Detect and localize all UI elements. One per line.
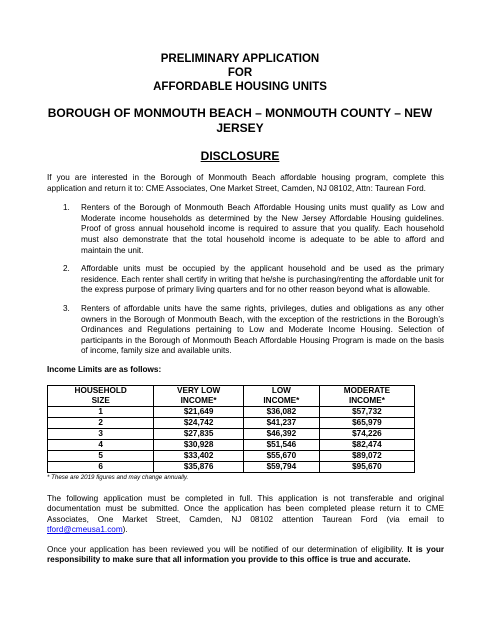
cell-low: $59,794 [243, 461, 319, 472]
rule-text: Affordable units must be occupied by the applicant household and be used as the primary residence. Each renter shall certify in writing that he/she is purchasing/renting the affordable unit for the express purpose of primary living quarters and for no other reason beyond what is allowable. [81, 264, 444, 295]
rule-number: 1. [63, 203, 70, 213]
cell-size: 6 [48, 461, 154, 472]
header-moderate-line2: INCOME* [348, 395, 385, 405]
header-household-line2: SIZE [91, 395, 110, 405]
title-line-3: AFFORDABLE HOUSING UNITS [153, 81, 327, 93]
header-very-low-income [154, 385, 244, 406]
cell-low: $51,546 [243, 439, 319, 450]
cell-moderate: $82,474 [319, 439, 414, 450]
cell-moderate: $95,670 [319, 461, 414, 472]
header-household-line1: HOUSEHOLD [74, 385, 127, 395]
cell-size: 5 [48, 450, 154, 461]
cell-very-low: $24,742 [154, 417, 244, 428]
table-row [48, 461, 415, 472]
header-very-low-line2: INCOME* [180, 395, 217, 405]
table-row [48, 417, 415, 428]
cell-very-low: $35,876 [154, 461, 244, 472]
email-link[interactable]: tford@cmeusa1.com [47, 525, 123, 535]
header-moderate-line1: MODERATE [343, 385, 391, 395]
income-limits-heading: Income Limits are as follows: [47, 364, 162, 374]
title-line-2: FOR [227, 67, 253, 79]
cell-very-low: $30,928 [154, 439, 244, 450]
rule-item [36, 264, 444, 296]
cell-low: $41,237 [243, 417, 319, 428]
header-very-low-line1: VERY LOW [177, 385, 221, 395]
cell-very-low: $21,649 [154, 406, 244, 417]
table-footnote: * These are 2019 figures and may change annually. [47, 473, 189, 481]
cell-moderate: $57,732 [319, 406, 414, 417]
completion-close: ). [122, 525, 128, 535]
table-row [48, 439, 415, 450]
responsibility-period: . [408, 555, 411, 565]
responsibility-notice: It is your responsibility to make sure that all information you provide to this office is true and accurate [47, 544, 445, 565]
rule-item [36, 203, 444, 256]
rule-number: 2. [63, 264, 70, 274]
eligibility-paragraph [47, 545, 444, 566]
header-moderate-income [319, 385, 414, 406]
completion-text: The following application must be completed in full. This application is not transferable and original documentation must be submitted. Once the application has been completed please return it to CME Associates, One Market Street, Camden, NJ 08102 attention Taurean Ford (via email to [47, 493, 444, 524]
header-low-line2: INCOME* [263, 395, 300, 405]
income-limits-table [47, 385, 415, 473]
rule-text: Renters of affordable units have the same rights, privileges, duties and obligations as any other owners in the Borough of Monmouth Beach, with the exception of the restrictions in the Borough’s Ordinances and Regulations pertaining to Low and Moderate Income Housing. Selection of participants in the Borough of Monmouth Beach Affordable Housing Program is made on the basis of income, family size and available units. [81, 303, 444, 356]
table-row [48, 428, 415, 439]
cell-moderate: $89,072 [319, 450, 414, 461]
rule-item [36, 304, 444, 357]
header-household-size [48, 385, 154, 406]
rules-list [36, 203, 444, 357]
borough-heading: BOROUGH OF MONMOUTH BEACH – MONMOUTH COUNTY – NEW JERSEY [47, 106, 433, 135]
cell-very-low: $27,835 [154, 428, 244, 439]
rule-number: 3. [63, 303, 70, 313]
cell-size: 4 [48, 439, 154, 450]
eligibility-text: Once your application has been reviewed you will be notified of our determination of eligibility. [47, 544, 408, 554]
table-header-row [48, 385, 415, 406]
cell-moderate: $65,979 [319, 417, 414, 428]
header-low-line1: LOW [271, 385, 291, 395]
cell-size: 2 [48, 417, 154, 428]
title-line-1: PRELIMINARY APPLICATION [160, 53, 320, 65]
table-row [48, 450, 415, 461]
intro-paragraph: If you are interested in the Borough of Monmouth Beach affordable housing program, complete this application and return it to: CME Associates, One Market Street, Camden, NJ 08102, Attn: Taurean Ford. [47, 173, 444, 193]
rule-text: Renters of the Borough of Monmouth Beach Affordable Housing units must qualify as Low and Moderate income households as determined by the New Jersey Affordable Housing guidelines. Proof of gross annual household income is required to assure that you qualify. Each household must also demonstrate that the total household income is adequate to be able to afford and maintain the unit. [81, 203, 444, 255]
cell-size: 1 [48, 406, 154, 417]
disclosure-heading: DISCLOSURE [200, 149, 280, 163]
cell-low: $46,392 [243, 428, 319, 439]
completion-paragraph [47, 494, 444, 536]
cell-moderate: $74,226 [319, 428, 414, 439]
cell-size: 3 [48, 428, 154, 439]
cell-very-low: $33,402 [154, 450, 244, 461]
header-low-income [243, 385, 319, 406]
cell-low: $36,082 [243, 406, 319, 417]
table-row [48, 406, 415, 417]
cell-low: $55,670 [243, 450, 319, 461]
